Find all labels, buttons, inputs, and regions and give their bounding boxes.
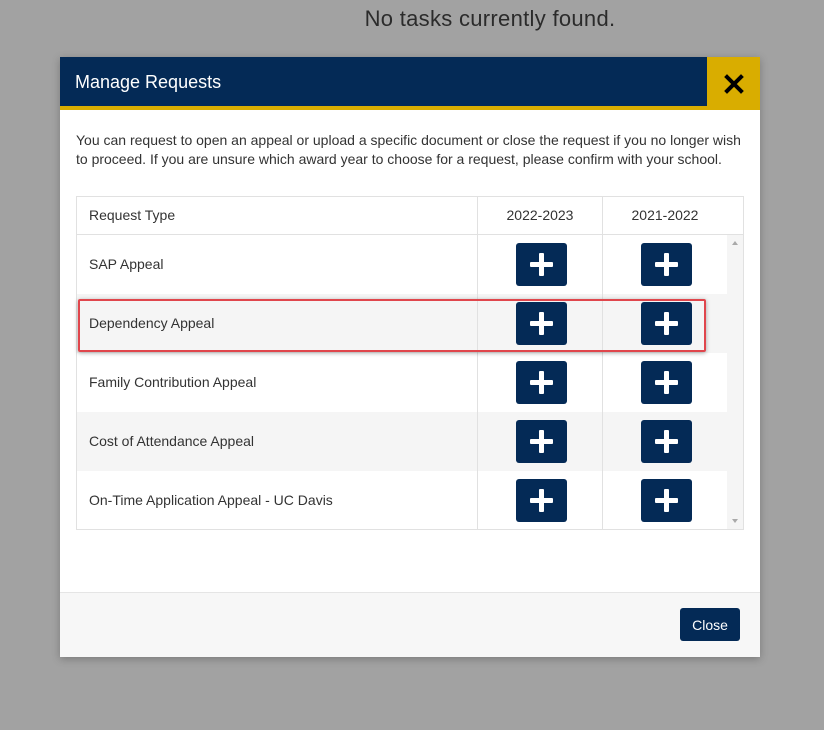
cell-2022-2023 — [477, 235, 602, 294]
header-year-2021-2022: 2021-2022 — [602, 197, 727, 234]
intro-text: You can request to open an appeal or upload a specific document or close the request if you no longer wish to proceed. If you are unsure which award year to choose for a request, please confirm with your school. — [76, 132, 741, 167]
table-header — [77, 197, 743, 235]
close-button[interactable]: Close — [680, 608, 740, 641]
cell-2022-2023 — [477, 412, 602, 471]
cell-2021-2022 — [602, 471, 727, 530]
modal-header — [60, 57, 760, 110]
modal-title: Manage Requests — [75, 72, 222, 92]
table-row — [77, 471, 727, 530]
cell-2021-2022 — [602, 353, 727, 412]
add-sap-appeal-2022-2023-button[interactable] — [516, 243, 567, 286]
no-tasks-message: No tasks currently found. — [364, 6, 616, 31]
header-request-type: Request Type — [89, 207, 176, 223]
table-body — [77, 235, 727, 530]
modal-body — [76, 131, 744, 508]
scroll-up-icon[interactable] — [732, 241, 738, 245]
request-type-label: Cost of Attendance Appeal — [89, 433, 255, 449]
close-x-icon — [724, 74, 744, 94]
modal-footer — [60, 592, 760, 657]
cell-2022-2023 — [477, 353, 602, 412]
add-dependency-appeal-2022-2023-button[interactable] — [516, 302, 567, 345]
manage-requests-modal — [60, 57, 760, 657]
table-row — [77, 235, 727, 294]
table-row — [77, 412, 727, 471]
header-year-2022-2023: 2022-2023 — [477, 197, 602, 234]
add-family-contribution-appeal-2021-2022-button[interactable] — [641, 361, 692, 404]
cell-2022-2023 — [477, 294, 602, 353]
add-on-time-application-appeal-2022-2023-button[interactable] — [516, 479, 567, 522]
scroll-down-icon[interactable] — [732, 519, 738, 523]
request-type-label: SAP Appeal — [89, 256, 164, 272]
add-family-contribution-appeal-2022-2023-button[interactable] — [516, 361, 567, 404]
requests-table — [76, 196, 744, 530]
request-type-label: Dependency Appeal — [89, 315, 215, 331]
cell-2021-2022 — [602, 235, 727, 294]
cell-2021-2022 — [602, 294, 727, 353]
table-scrollbar[interactable] — [727, 235, 743, 529]
close-x-button[interactable] — [707, 57, 760, 110]
table-row — [77, 353, 727, 412]
add-dependency-appeal-2021-2022-button[interactable] — [641, 302, 692, 345]
request-type-label: On-Time Application Appeal - UC Davis — [89, 492, 333, 508]
add-cost-of-attendance-appeal-2022-2023-button[interactable] — [516, 420, 567, 463]
cell-2022-2023 — [477, 471, 602, 530]
table-row — [77, 294, 727, 353]
add-sap-appeal-2021-2022-button[interactable] — [641, 243, 692, 286]
add-cost-of-attendance-appeal-2021-2022-button[interactable] — [641, 420, 692, 463]
request-type-label: Family Contribution Appeal — [89, 374, 257, 390]
add-on-time-application-appeal-2021-2022-button[interactable] — [641, 479, 692, 522]
cell-2021-2022 — [602, 412, 727, 471]
